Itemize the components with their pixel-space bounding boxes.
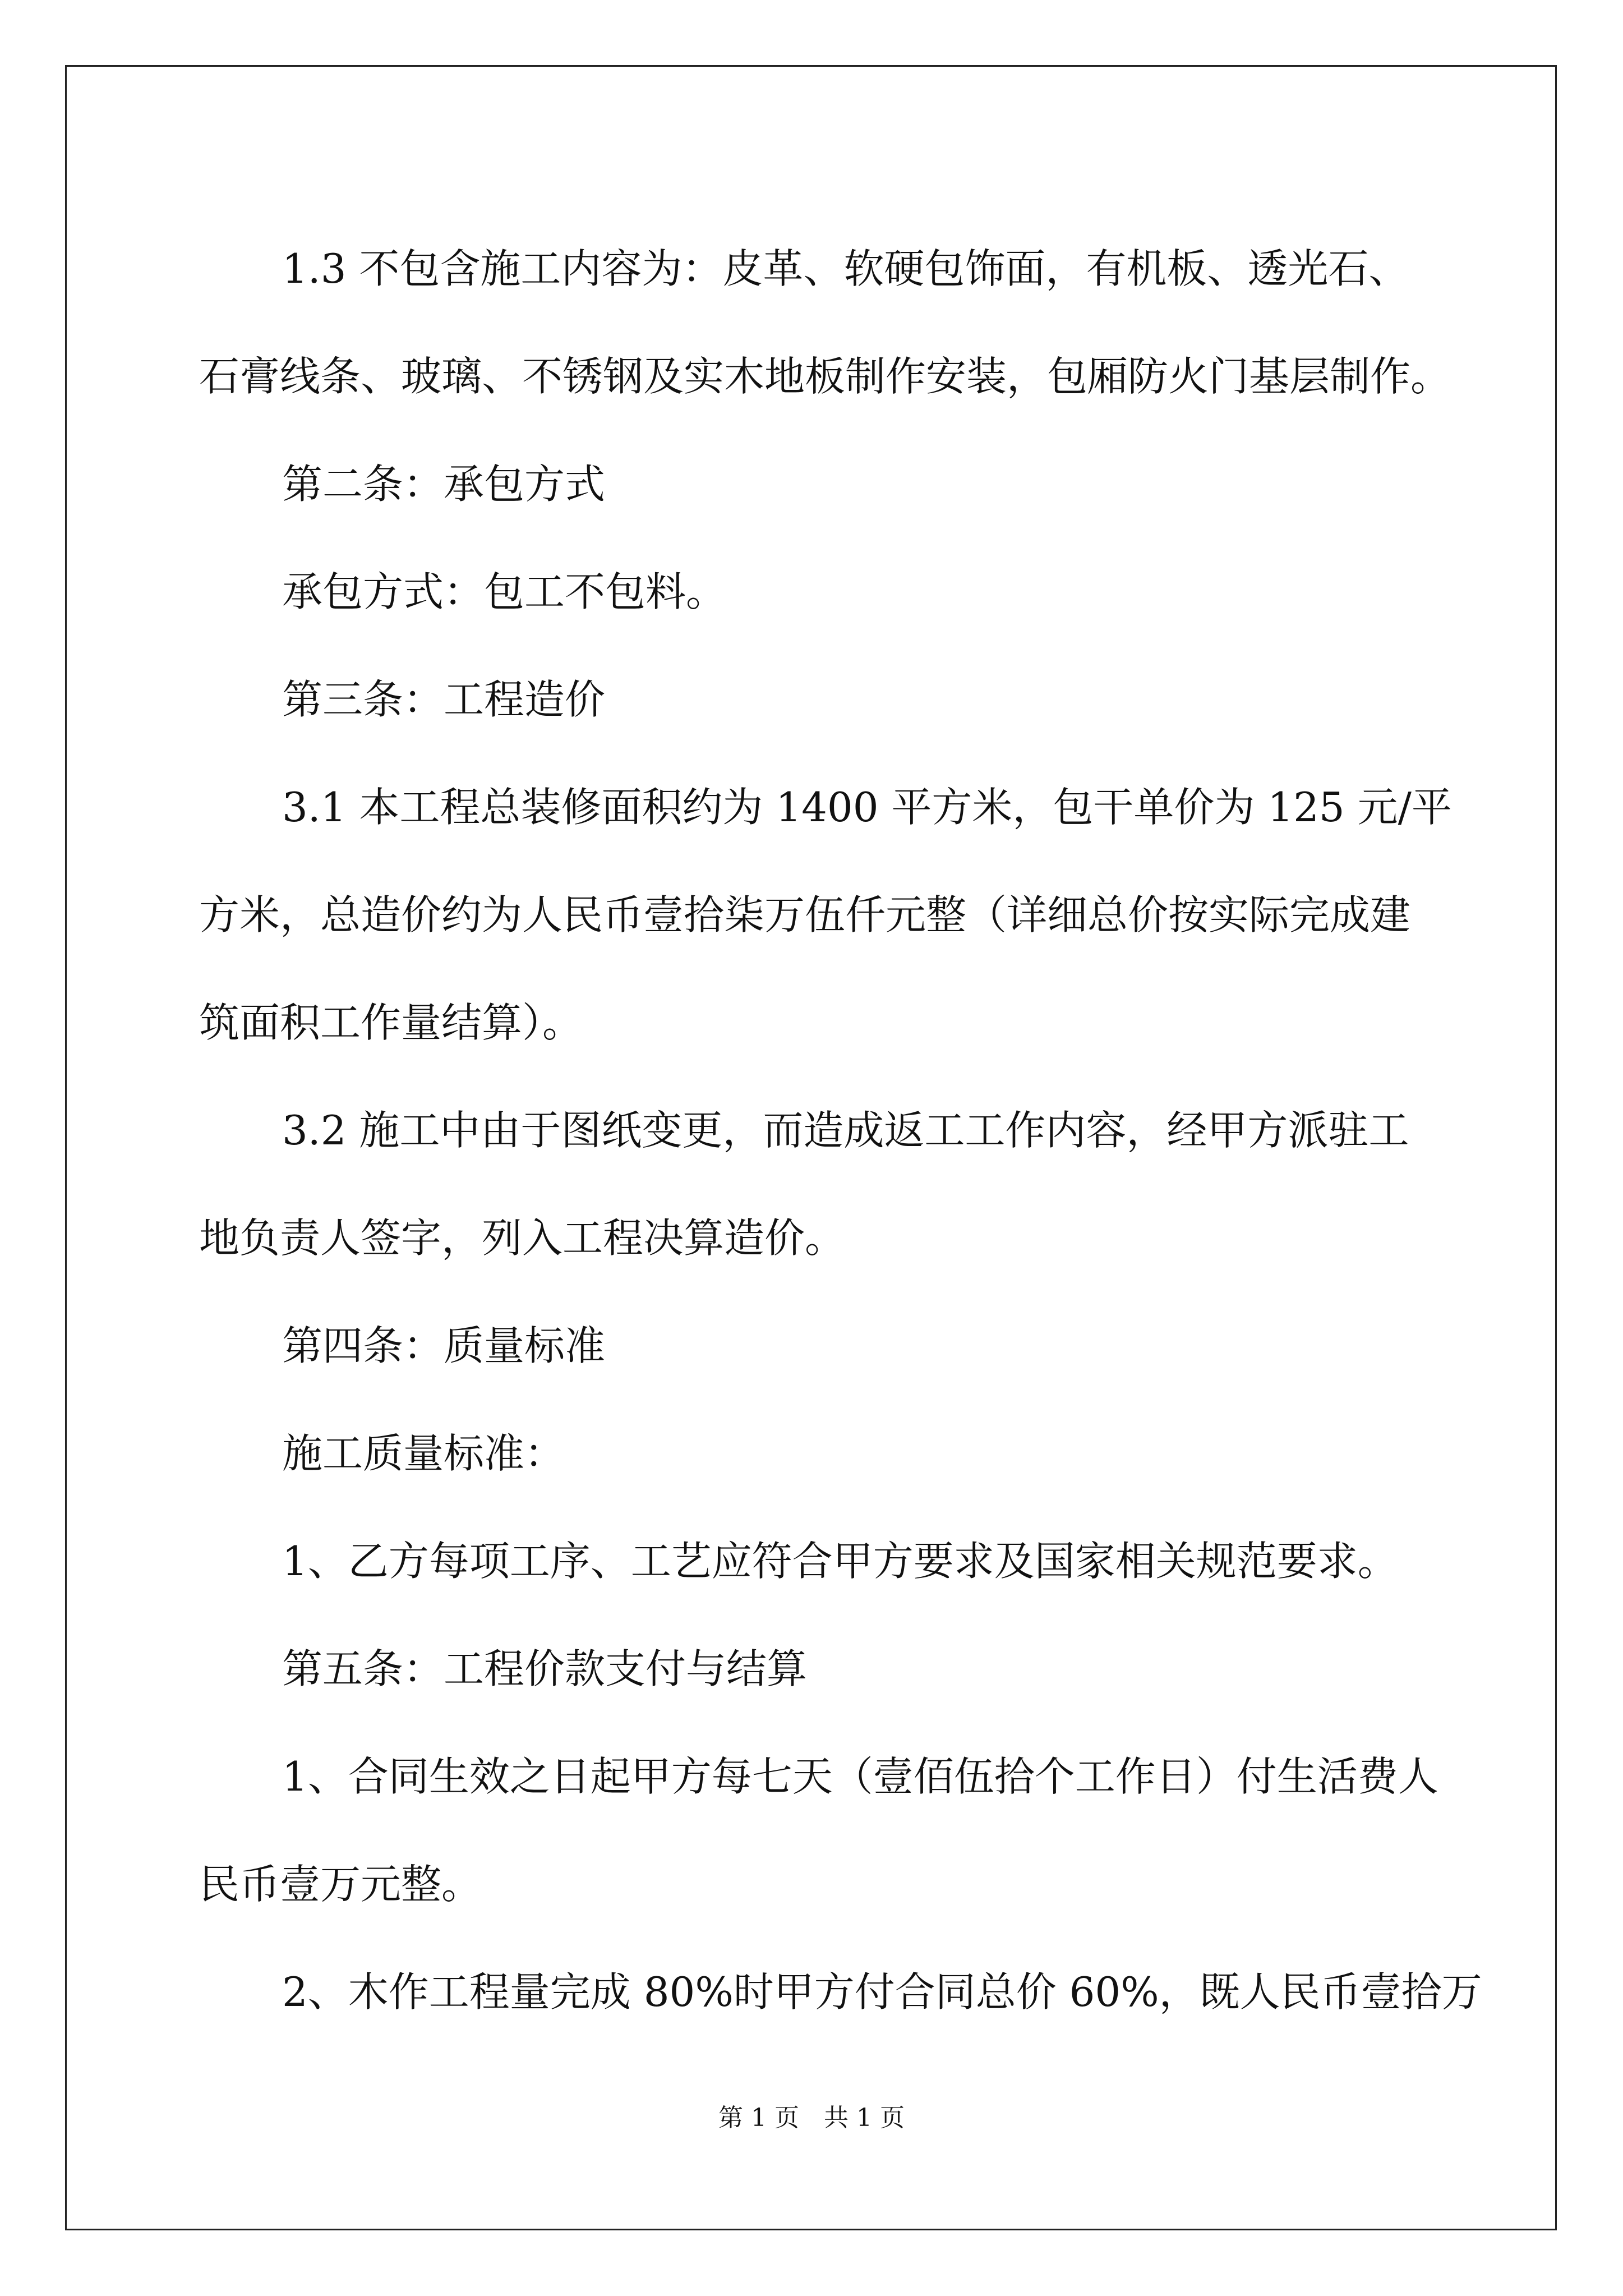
page-number: 第 1 页 共 1 页 [718,2104,905,2132]
paragraph: 民币壹万元整。 [199,1861,482,1908]
paragraph: 3.2 施工中由于图纸变更，而造成返工工作内容，经甲方派驻工 [282,1107,1409,1154]
paragraph: 1、合同生效之日起甲方每七天（壹佰伍拾个工作日）付生活费人 [282,1753,1438,1800]
paragraph: 1、乙方每项工序、工艺应符合甲方要求及国家相关规范要求。 [282,1538,1398,1585]
paragraph: 施工质量标准： [282,1430,565,1477]
paragraph: 筑面积工作量结算）。 [199,999,583,1046]
paragraph: 承包方式：包工不包料。 [282,568,727,615]
paragraph: 1.3 不包含施工内容为：皮革、软硬包饰面，有机板、透光石、 [282,245,1409,292]
section-heading: 第二条：承包方式 [282,461,606,508]
paragraph: 2、木作工程量完成 80%时甲方付合同总价 60%，既人民币壹拾万 [282,1968,1482,2016]
section-heading: 第五条：工程价款支付与结算 [282,1645,808,1692]
paragraph: 3.1 本工程总装修面积约为 1400 平方米，包干单价为 125 元/平 [282,784,1452,831]
section-heading: 第三条：工程造价 [282,676,606,723]
paragraph: 石膏线条、玻璃、不锈钢及实木地板制作安装，包厢防火门基层制作。 [199,353,1451,400]
paragraph: 地负责人签字，列入工程决算造价。 [199,1214,846,1262]
paragraph: 方米，总造价约为人民币壹拾柒万伍仟元整（详细总价按实际完成建 [199,891,1411,938]
section-heading: 第四条：质量标准 [282,1322,606,1369]
document-body [199,215,1482,2046]
